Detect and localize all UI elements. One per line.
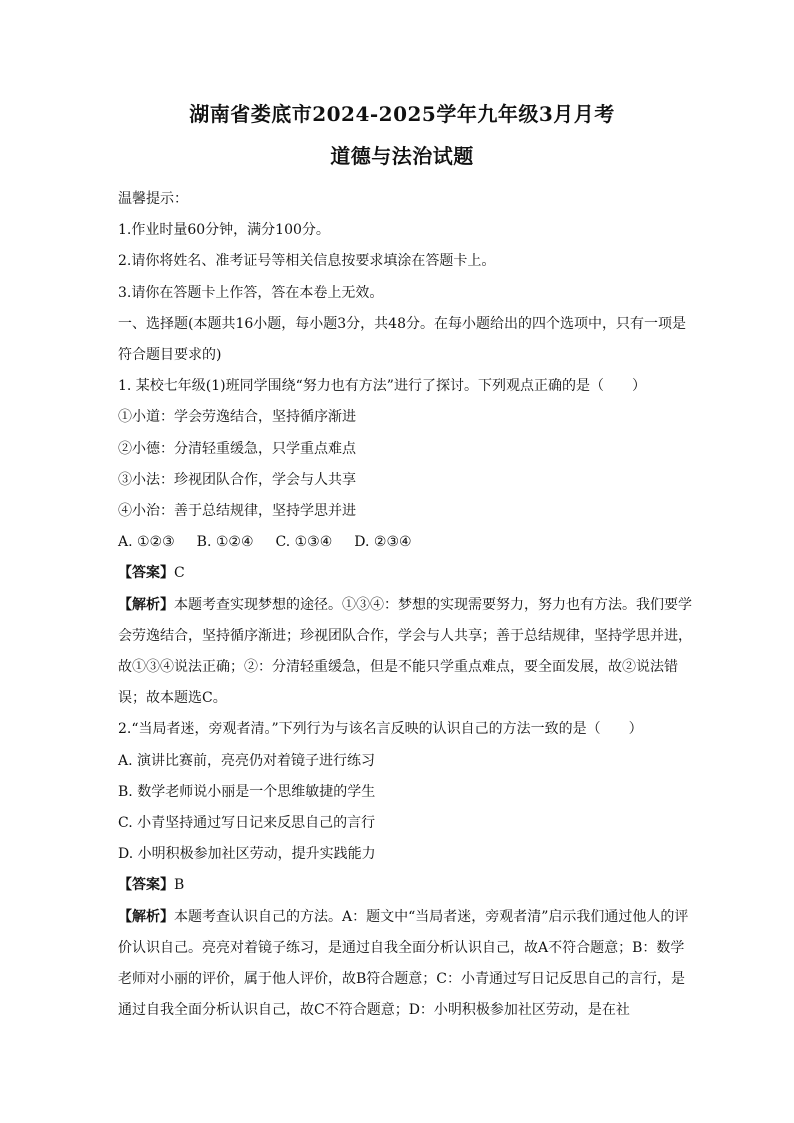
- answer-value: B: [174, 877, 185, 894]
- answer-label: 【答案】: [118, 565, 174, 582]
- question-1-statement: ④小治：善于总结规律，坚持学思并进: [118, 503, 356, 520]
- document-body: [118, 184, 694, 1026]
- analysis-label: 【解析】: [118, 908, 174, 925]
- question-1-option-a: A. ①②③: [118, 534, 175, 551]
- section-heading: 一、选择题(本题共16小题，每小题3分，共48分。在每小题给出的四个选项中，只有一项是符合题目要求的): [118, 315, 686, 364]
- notice-item: 2.请你将姓名、准考证号等相关信息按要求填涂在答题卡上。: [118, 253, 496, 270]
- answer-value: C: [174, 565, 185, 582]
- analysis-text: 本题考查实现梦想的途径。①③④：梦想的实现需要努力，努力也有方法。我们要学会劳逸结合，坚持循序渐进；珍视团队合作，学会与人共享；善于总结规律，坚持学思并进，故①③④说法正确；②：分清轻重缓急，但是不能只学重点难点，要全面发展，故②说法错误；故本题选C。: [118, 596, 692, 707]
- question-1-stem: 1. 某校七年级(1)班同学围绕“努力也有方法”进行了探讨。下列观点正确的是（ ）: [118, 378, 646, 395]
- question-1-option-b: B. ①②④: [196, 534, 254, 551]
- analysis-label: 【解析】: [118, 596, 174, 613]
- notice-item: 3.请你在答题卡上作答，答在本卷上无效。: [118, 284, 384, 301]
- notice-item: 1.作业时量60分钟，满分100分。: [118, 222, 330, 239]
- question-2-answer: [118, 870, 694, 901]
- question-1-option-d: D. ②③④: [354, 534, 412, 551]
- question-1-answer: [118, 558, 694, 589]
- question-2-option-c: C. 小青坚持通过写日记来反思自己的言行: [118, 815, 376, 832]
- notice-heading: 温馨提示：: [118, 191, 188, 207]
- document-subtitle: 道德与法治试题: [330, 144, 474, 168]
- question-1-analysis: [118, 590, 694, 715]
- question-1-statement: ①小道：学会劳逸结合，坚持循序渐进: [118, 409, 356, 426]
- question-2-option-d: D. 小明积极参加社区劳动，提升实践能力: [118, 846, 376, 863]
- analysis-text: 本题考查认识自己的方法。A：题文中“当局者迷，旁观者清”启示我们通过他人的评价认识自己。亮亮对着镜子练习，是通过自我全面分析认识自己，故A不符合题意；B：数学老师对小丽的评价，属于他人评价，故B符合题意；C：小青通过写日记反思自己的言行，是通过自我全面分析认识自己，故C不符合题意；D：小明积极参加社区劳动，是在社: [118, 908, 689, 1019]
- question-1-option-c: C. ①③④: [275, 534, 333, 551]
- question-1-statement: ③小法：珍视团队合作，学会与人共享: [118, 471, 356, 488]
- question-2-option-b: B. 数学老师说小丽是一个思维敏捷的学生: [118, 783, 376, 800]
- question-1-statement: ②小德：分清轻重缓急，只学重点难点: [118, 440, 356, 457]
- answer-label: 【答案】: [118, 877, 174, 894]
- question-2-analysis: [118, 902, 694, 1027]
- document-title: 湖南省娄底市2024-2025学年九年级3月月考: [189, 102, 615, 126]
- question-2-stem: 2.“当局者迷，旁观者清。”下列行为与该名言反映的认识自己的方法一致的是（ ）: [118, 721, 643, 738]
- question-1-options: [118, 527, 694, 558]
- question-2-option-a: A. 演讲比赛前，亮亮仍对着镜子进行练习: [118, 752, 376, 769]
